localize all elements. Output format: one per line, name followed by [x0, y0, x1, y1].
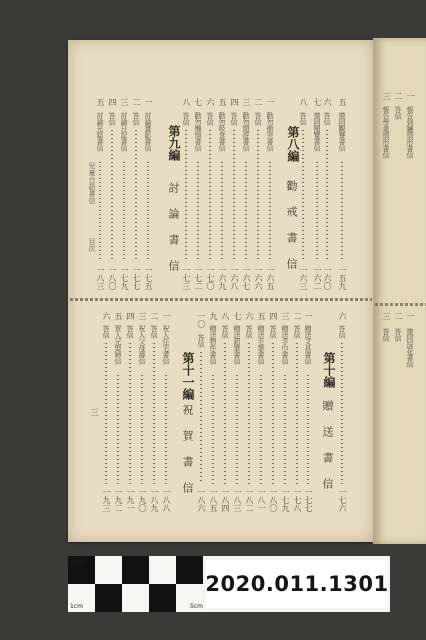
top-entry-leader	[99, 162, 101, 262]
bottom-entry-number: 六	[338, 312, 347, 320]
bottom-entry-page: 一九三	[102, 488, 111, 512]
bottom-entry-title: 答信	[126, 325, 134, 338]
bottom-entry-title: 答信	[338, 325, 346, 338]
top-entry-page: 一八〇	[108, 266, 117, 290]
top-entry-number: 五	[96, 98, 105, 106]
bottom-entry-number: 五	[114, 312, 123, 320]
top-entry-title: 勸勿衝突書信	[266, 112, 274, 151]
bottom-entry-page: 一八二	[245, 488, 254, 512]
adjacent-top-entry-number: 一	[406, 92, 415, 100]
bottom-entry-page: 一七九	[281, 488, 290, 512]
bottom-entry-number: 四	[269, 312, 278, 320]
top-entry-leader	[233, 130, 235, 262]
bottom-entry-page: 一七八	[293, 488, 302, 512]
top-entry-leader	[135, 130, 137, 262]
top-entry-title: 答信	[254, 112, 262, 125]
top-entry-leader	[197, 162, 199, 262]
top-entry-leader	[269, 162, 271, 262]
catalog-number: 2020.011.1301	[206, 560, 388, 608]
bottom-entry-page: 一九一	[126, 488, 135, 512]
bottom-entry-title: 答信	[221, 325, 229, 338]
bottom-entry-number: 七	[233, 312, 242, 320]
bottom-entry-page: 一八三	[233, 488, 242, 512]
adjacent-bottom-entry-title: 答信	[382, 328, 390, 341]
bottom-entry-number: 一	[304, 312, 313, 320]
bottom-entry-page: 一八〇	[269, 488, 278, 512]
bottom-entry-number: 六	[245, 312, 254, 320]
top-entry-leader	[221, 162, 223, 262]
top-entry-leader	[326, 130, 328, 262]
adjacent-bottom-entry-title: 答信	[394, 328, 402, 341]
bottom-entry-leader	[153, 343, 155, 484]
top-entry-leader	[111, 130, 113, 262]
bottom-entry-title: 贈送文具書信	[304, 325, 312, 364]
page-divider	[70, 298, 372, 301]
top-entry-number: 七	[194, 98, 203, 106]
chapter-10-heading: 第十編	[322, 352, 336, 388]
top-entry-number: 二	[132, 98, 141, 106]
top-entry-page: 一七二	[194, 266, 203, 290]
chapter-9-heading: 第九編	[167, 125, 181, 161]
toc-label: 目次	[88, 238, 96, 252]
top-entry-title: 勸勿吸食書信	[218, 112, 226, 151]
top-entry-leader	[185, 130, 187, 262]
top-entry-leader	[302, 130, 304, 262]
bottom-entry-leader	[284, 375, 286, 484]
bottom-entry-leader	[296, 343, 298, 484]
top-entry-page: 一七五	[144, 266, 153, 290]
bottom-entry-page: 一八八	[162, 488, 171, 512]
top-entry-page: 一七〇	[206, 266, 215, 290]
bottom-entry-leader	[141, 375, 143, 484]
top-entry-title: 邀同閱覽書信	[313, 112, 321, 151]
bottom-entry-title: 答信	[197, 334, 205, 347]
top-entry-title: 答信	[230, 112, 238, 125]
bottom-entry-leader	[307, 375, 309, 484]
top-entry-leader	[147, 162, 149, 262]
bottom-entry-page: 一八一	[257, 488, 266, 512]
top-entry-number: 六	[323, 98, 332, 106]
bottom-entry-title: 賀人兄娶婦信	[114, 325, 122, 364]
top-entry-title: 答信	[108, 112, 116, 125]
top-entry-page: 一六八	[230, 266, 239, 290]
bottom-entry-page: 一九〇	[138, 488, 147, 512]
top-entry-number: 一	[266, 98, 275, 106]
top-entry-page: 一七七	[132, 266, 141, 290]
top-entry-leader	[257, 130, 259, 262]
adjacent-top-entry-title: 答信	[394, 106, 402, 119]
bottom-entry-title: 祝人父母壽信	[138, 325, 146, 364]
bottom-entry-page: 一八四	[221, 488, 230, 512]
top-entry-title: 討論日記書信	[120, 112, 128, 151]
adjacent-page-divider	[375, 303, 426, 306]
top-entry-title: 邀同觀賽書信	[338, 112, 346, 151]
bottom-entry-number: 一	[162, 312, 171, 320]
bottom-entry-leader	[117, 375, 119, 484]
top-entry-title: 答信	[132, 112, 140, 125]
bottom-entry-number: 六	[102, 312, 111, 320]
bottom-entry-leader	[272, 343, 274, 484]
book-title: 兒童台語書信	[88, 162, 96, 204]
top-entry-number: 三	[242, 98, 251, 106]
bottom-entry-number: 九	[209, 312, 218, 320]
bottom-entry-title: 祝人住宅書信	[162, 325, 170, 364]
top-entry-title: 答信	[182, 112, 190, 125]
adjacent-top-entry-title: 報告到廳情形書信	[406, 106, 414, 158]
bottom-entry-page: 一八五	[209, 488, 218, 512]
bottom-entry-number: 三	[281, 312, 290, 320]
top-entry-page: 一八三	[96, 266, 105, 290]
bottom-entry-leader	[200, 352, 202, 484]
bottom-entry-page: 一七六	[338, 488, 347, 512]
bottom-entry-title: 答信	[150, 325, 158, 338]
bottom-entry-leader	[236, 375, 238, 484]
bottom-entry-page: 一八九	[150, 488, 159, 512]
bottom-entry-title: 贈送手巾書信	[281, 325, 289, 364]
adjacent-bottom-entry-number: 三	[382, 312, 391, 320]
adjacent-bottom-entry-title: 邀同採花書信	[406, 328, 414, 367]
bottom-entry-number: 一〇	[197, 312, 206, 328]
top-entry-leader	[245, 162, 247, 262]
top-entry-page: 一六九	[218, 266, 227, 290]
chapter-8-subtitle: 勸 戒 書 信	[285, 180, 298, 270]
bottom-entry-number: 二	[293, 312, 302, 320]
bottom-entry-title: 贈送毛筆書信	[257, 325, 265, 364]
top-entry-number: 八	[182, 98, 191, 106]
bottom-entry-leader	[341, 343, 343, 484]
bottom-entry-leader	[165, 375, 167, 484]
bottom-entry-number: 二	[150, 312, 159, 320]
top-entry-leader	[209, 130, 211, 262]
top-entry-page: 一六三	[299, 266, 308, 290]
top-entry-title: 答信	[299, 112, 307, 125]
adjacent-bottom-entry-number: 一	[406, 312, 415, 320]
adjacent-top-entry-number: 三	[382, 92, 391, 100]
top-entry-number: 一	[144, 98, 153, 106]
top-entry-number: 六	[206, 98, 215, 106]
color-checker	[68, 556, 204, 612]
top-entry-number: 七	[313, 98, 322, 106]
bottom-entry-title: 贈送物件書信	[209, 325, 217, 364]
bottom-entry-number: 八	[221, 312, 230, 320]
adjacent-bottom-entry-number: 二	[394, 312, 403, 320]
top-entry-page: 一七九	[120, 266, 129, 290]
top-entry-page: 一六二	[313, 266, 322, 290]
chapter-10-subtitle: 贈 送 書 信	[321, 400, 334, 490]
top-entry-title: 答信	[323, 112, 331, 125]
bottom-entry-title: 答信	[293, 325, 301, 338]
top-entry-title: 討論畫影書信	[144, 112, 152, 151]
top-entry-page: 一六六	[254, 266, 263, 290]
top-entry-leader	[123, 162, 125, 262]
top-entry-title: 勸勿閒遊書信	[242, 112, 250, 151]
folio-number: 三	[90, 408, 99, 416]
top-entry-leader	[316, 162, 318, 262]
bottom-entry-page: 一九二	[114, 488, 123, 512]
bottom-entry-leader	[212, 375, 214, 484]
top-entry-page: 一七三	[182, 266, 191, 290]
bottom-entry-page: 一七七	[304, 488, 313, 512]
bottom-entry-title: 贈送鉛筆書信	[233, 325, 241, 364]
bottom-entry-number: 三	[138, 312, 147, 320]
bottom-entry-leader	[105, 343, 107, 484]
bottom-entry-leader	[260, 375, 262, 484]
top-entry-page: 一六五	[266, 266, 275, 290]
top-entry-number: 四	[108, 98, 117, 106]
chapter-11-heading: 第十一編	[181, 352, 195, 400]
top-entry-title: 勸勿懶惰書信	[194, 112, 202, 151]
adjacent-top-entry-title: 報告學業情形書信	[382, 106, 390, 158]
adjacent-top-entry-number: 二	[394, 92, 403, 100]
scale-1cm-label: 1cm	[70, 603, 83, 610]
top-entry-number: 四	[230, 98, 239, 106]
top-entry-title: 討論光陰書信	[96, 112, 104, 151]
top-entry-title: 答信	[206, 112, 214, 125]
scale-5cm-label: 5cm	[190, 603, 203, 610]
top-entry-number: 五	[338, 98, 347, 106]
bottom-entry-leader	[248, 343, 250, 484]
top-entry-number: 二	[254, 98, 263, 106]
top-entry-leader	[341, 162, 343, 262]
bottom-entry-title: 答信	[269, 325, 277, 338]
bottom-entry-title: 答信	[102, 325, 110, 338]
bottom-entry-page: 一八六	[197, 488, 206, 512]
chapter-9-subtitle: 討 論 書 信	[167, 182, 180, 272]
bottom-entry-leader	[224, 343, 226, 484]
bottom-entry-leader	[129, 343, 131, 484]
top-entry-number: 三	[120, 98, 129, 106]
top-entry-number: 八	[299, 98, 308, 106]
top-entry-page: 一六七	[242, 266, 251, 290]
bottom-entry-title: 答信	[245, 325, 253, 338]
scale-2cm-label: 2cm	[70, 559, 83, 566]
chapter-11-subtitle: 祝 賀 書 信	[181, 404, 194, 494]
top-entry-page: 一五九	[338, 266, 347, 290]
chapter-8-heading: 第八編	[286, 126, 300, 162]
top-entry-number: 五	[218, 98, 227, 106]
bottom-entry-number: 五	[257, 312, 266, 320]
bottom-entry-number: 四	[126, 312, 135, 320]
top-entry-page: 一六〇	[323, 266, 332, 290]
